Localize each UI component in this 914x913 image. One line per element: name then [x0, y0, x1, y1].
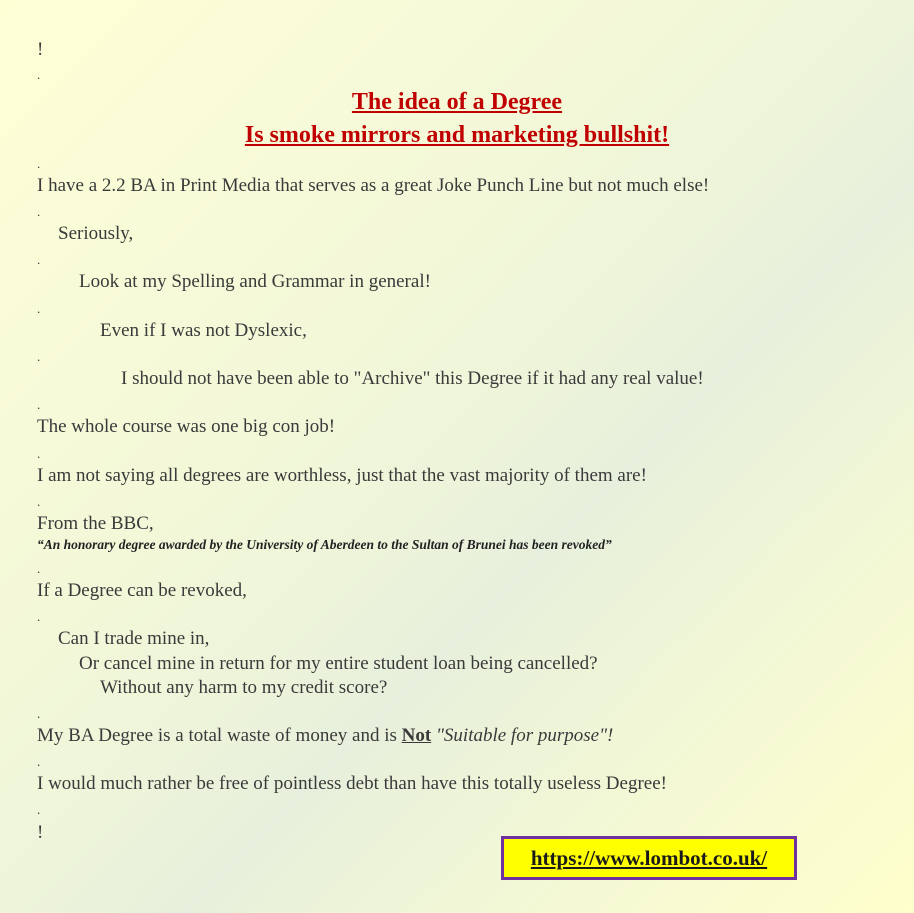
- dot-separator: .: [37, 252, 41, 267]
- text-line: I have a 2.2 BA in Print Media that serves as a great Joke Punch Line but not much else!: [37, 175, 710, 196]
- text-line: If a Degree can be revoked,: [37, 580, 247, 601]
- text-line: Even if I was not Dyslexic,: [100, 320, 307, 341]
- exclamation-mark: !: [37, 39, 44, 60]
- dot-separator: .: [37, 494, 41, 509]
- text-line: From the BBC,: [37, 513, 154, 534]
- not-emphasis: Not: [401, 725, 432, 746]
- text-line: I am not saying all degrees are worthless, just that the vast majority of them are!: [37, 465, 647, 486]
- text-line: I would much rather be free of pointless debt than have this totally useless Degree!: [37, 773, 667, 794]
- dot-separator: .: [37, 706, 41, 721]
- text-line: Or cancel mine in return for my entire student loan being cancelled?: [79, 653, 598, 674]
- dot-separator: .: [37, 204, 41, 219]
- suitable-quote: "Suitable for purpose"!: [431, 725, 614, 746]
- text-line: Without any harm to my credit score?: [100, 677, 388, 698]
- title-line-1: The idea of a Degree: [351, 89, 563, 115]
- dot-separator: .: [37, 802, 41, 817]
- text-line: The whole course was one big con job!: [37, 416, 336, 437]
- dot-separator: .: [37, 754, 41, 769]
- dot-separator: .: [37, 156, 41, 171]
- bbc-quote: “An honorary degree awarded by the University of Aberdeen to the Sultan of Brunei has been revoked”: [37, 537, 612, 552]
- text-line: I should not have been able to "Archive" this Degree if it had any real value!: [121, 368, 704, 389]
- dot-separator: .: [37, 301, 41, 316]
- dot-separator: .: [37, 397, 41, 412]
- dot-separator: .: [37, 349, 41, 364]
- website-link-box[interactable]: [501, 836, 797, 880]
- exclamation-mark: !: [37, 822, 44, 843]
- text-line: Can I trade mine in,: [58, 628, 210, 649]
- dot-separator: .: [37, 67, 41, 82]
- title-line-2: Is smoke mirrors and marketing bullshit!: [244, 122, 670, 148]
- text-line: Seriously,: [58, 223, 134, 244]
- text-line: Look at my Spelling and Grammar in general!: [79, 271, 431, 292]
- website-link[interactable]: https://www.lombot.co.uk/: [530, 845, 768, 870]
- dot-separator: .: [37, 609, 41, 624]
- ba-prefix: My BA Degree is a total waste of money and is: [37, 725, 402, 746]
- text-line-ba: [37, 725, 613, 747]
- dot-separator: .: [37, 446, 41, 461]
- dot-separator: .: [37, 561, 41, 576]
